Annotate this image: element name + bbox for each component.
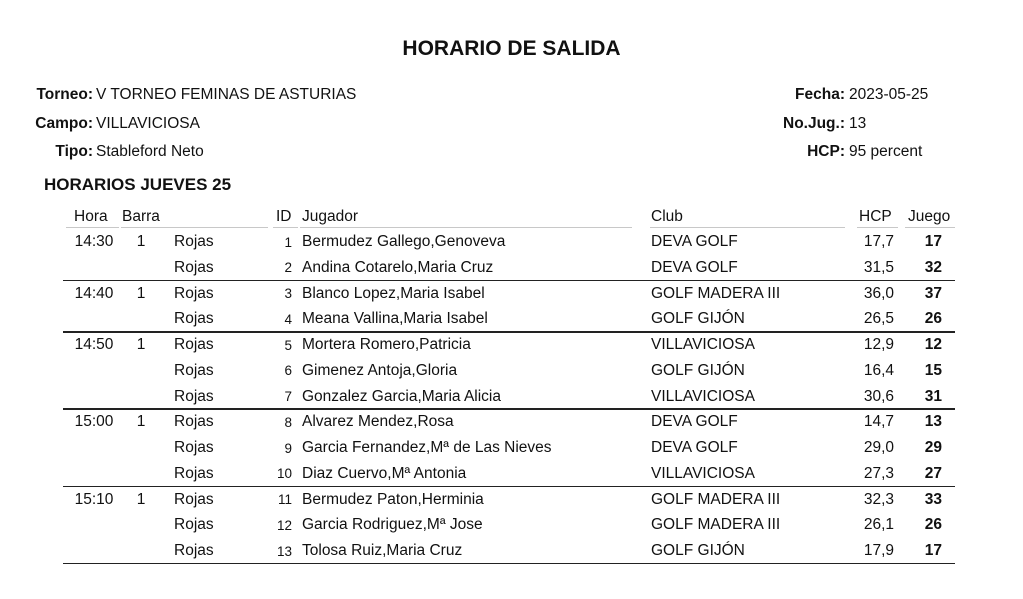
cell-juego: 17 bbox=[924, 233, 942, 250]
header-underline bbox=[121, 227, 268, 228]
cell-tee: Rojas bbox=[174, 516, 214, 534]
table-bottom-rule bbox=[63, 563, 955, 565]
group-separator bbox=[63, 408, 955, 410]
cell-juego: 32 bbox=[924, 258, 942, 276]
col-id: ID bbox=[276, 208, 292, 225]
cell-id: 4 bbox=[284, 311, 292, 327]
cell-jugador: Bermudez Paton,Herminia bbox=[302, 490, 484, 508]
cell-id: 11 bbox=[277, 492, 292, 507]
group-separator bbox=[63, 486, 955, 488]
cell-id: 13 bbox=[276, 543, 292, 559]
col-juego: Juego bbox=[908, 208, 951, 225]
header-underline bbox=[650, 227, 845, 228]
cell-hcp: 14,7 bbox=[863, 413, 894, 431]
cell-juego: 29 bbox=[924, 439, 942, 456]
cell-juego: 33 bbox=[924, 490, 942, 508]
cell-id: 6 bbox=[284, 363, 292, 379]
cell-id: 12 bbox=[276, 517, 292, 533]
cell-jugador: Bermudez Gallego,Genoveva bbox=[302, 233, 506, 250]
cell-barra: 1 bbox=[136, 413, 146, 431]
cell-hcp: 30,6 bbox=[863, 387, 894, 405]
cell-id: 9 bbox=[284, 440, 292, 456]
cell-hcp: 17,7 bbox=[863, 233, 894, 250]
col-jugador: Jugador bbox=[302, 208, 359, 225]
cell-jugador: Tolosa Ruiz,Maria Cruz bbox=[302, 542, 463, 559]
cell-jugador: Alvarez Mendez,Rosa bbox=[302, 413, 454, 431]
cell-club: GOLF MADERA III bbox=[651, 284, 781, 302]
header-underline bbox=[300, 227, 632, 228]
cell-barra: 1 bbox=[136, 490, 146, 508]
cell-tee: Rojas bbox=[174, 413, 214, 431]
cell-tee: Rojas bbox=[174, 464, 214, 482]
col-hora: Hora bbox=[74, 208, 108, 225]
cell-juego: 26 bbox=[924, 310, 942, 328]
group-separator bbox=[63, 331, 955, 333]
cell-barra: 1 bbox=[136, 336, 146, 353]
cell-tee: Rojas bbox=[174, 284, 214, 302]
tipo-value: Stableford Neto bbox=[96, 143, 204, 160]
cell-hcp: 16,4 bbox=[863, 361, 894, 379]
cell-club: GOLF MADERA III bbox=[651, 516, 781, 534]
cell-id: 1 bbox=[284, 234, 292, 250]
cell-jugador: Mortera Romero,Patricia bbox=[302, 336, 471, 353]
cell-barra: 1 bbox=[136, 284, 146, 302]
cell-id: 5 bbox=[284, 337, 292, 353]
cell-tee: Rojas bbox=[174, 310, 214, 328]
cell-juego: 15 bbox=[924, 361, 942, 379]
cell-juego: 37 bbox=[924, 284, 942, 302]
cell-club: GOLF GIJÓN bbox=[651, 310, 745, 328]
cell-tee: Rojas bbox=[174, 233, 214, 250]
cell-jugador: Blanco Lopez,Maria Isabel bbox=[302, 284, 485, 302]
cell-hora: 14:50 bbox=[74, 336, 114, 353]
cell-club: DEVA GOLF bbox=[651, 233, 738, 250]
cell-id: 3 bbox=[284, 286, 292, 301]
header-underline bbox=[66, 227, 119, 228]
cell-hcp: 32,3 bbox=[863, 490, 894, 508]
cell-club: GOLF GIJÓN bbox=[651, 542, 745, 559]
cell-tee: Rojas bbox=[174, 361, 214, 379]
cell-tee: Rojas bbox=[174, 542, 214, 559]
cell-jugador: Meana Vallina,Maria Isabel bbox=[302, 310, 488, 328]
cell-jugador: Andina Cotarelo,Maria Cruz bbox=[302, 258, 494, 276]
cell-jugador: Garcia Fernandez,Mª de Las Nieves bbox=[302, 439, 552, 456]
col-barra: Barra bbox=[122, 208, 160, 225]
nojug-label: No.Jug.: bbox=[783, 115, 845, 132]
cell-hora: 14:40 bbox=[74, 284, 114, 302]
cell-hora: 15:00 bbox=[74, 413, 114, 431]
cell-hora: 14:30 bbox=[74, 233, 114, 250]
campo-label: Campo: bbox=[35, 115, 93, 132]
cell-tee: Rojas bbox=[174, 258, 214, 276]
hcp-label: HCP: bbox=[807, 143, 845, 160]
cell-id: 7 bbox=[284, 389, 292, 404]
nojug-value: 13 bbox=[849, 115, 867, 132]
page-title: HORARIO DE SALIDA bbox=[402, 37, 621, 60]
campo-value: VILLAVICIOSA bbox=[96, 115, 200, 132]
cell-tee: Rojas bbox=[174, 336, 214, 353]
cell-id: 10 bbox=[276, 466, 292, 482]
torneo-value: V TORNEO FEMINAS DE ASTURIAS bbox=[96, 86, 357, 103]
cell-tee: Rojas bbox=[174, 387, 214, 405]
cell-juego: 26 bbox=[924, 516, 942, 534]
cell-hcp: 27,3 bbox=[863, 464, 894, 482]
cell-club: DEVA GOLF bbox=[651, 258, 738, 276]
torneo-label: Torneo: bbox=[36, 86, 93, 103]
cell-hcp: 17,9 bbox=[863, 542, 894, 559]
cell-jugador: Garcia Rodriguez,Mª Jose bbox=[302, 516, 483, 534]
cell-club: VILLAVICIOSA bbox=[651, 464, 755, 482]
cell-barra: 1 bbox=[136, 233, 146, 250]
header-underline bbox=[857, 227, 898, 228]
cell-hcp: 26,5 bbox=[863, 310, 894, 328]
col-club: Club bbox=[651, 208, 683, 225]
cell-tee: Rojas bbox=[174, 490, 214, 508]
cell-club: GOLF GIJÓN bbox=[651, 361, 745, 379]
hcp-value: 95 percent bbox=[849, 143, 923, 160]
header-underline bbox=[273, 227, 298, 228]
fecha-value: 2023-05-25 bbox=[849, 86, 929, 103]
cell-juego: 31 bbox=[924, 387, 942, 405]
group-separator bbox=[63, 280, 955, 282]
cell-hora: 15:10 bbox=[74, 490, 114, 508]
cell-jugador: Gonzalez Garcia,Maria Alicia bbox=[302, 387, 501, 405]
cell-id: 2 bbox=[284, 260, 292, 276]
cell-club: GOLF MADERA III bbox=[651, 490, 781, 508]
cell-hcp: 12,9 bbox=[863, 336, 894, 353]
cell-club: VILLAVICIOSA bbox=[651, 387, 755, 405]
header-underline bbox=[905, 227, 955, 228]
cell-hcp: 31,5 bbox=[863, 258, 894, 276]
cell-club: DEVA GOLF bbox=[651, 439, 738, 456]
cell-jugador: Gimenez Antoja,Gloria bbox=[302, 361, 458, 379]
cell-hcp: 36,0 bbox=[863, 284, 894, 302]
cell-juego: 12 bbox=[924, 336, 942, 353]
cell-club: VILLAVICIOSA bbox=[651, 336, 755, 353]
cell-hcp: 26,1 bbox=[863, 516, 894, 534]
section-title: HORARIOS JUEVES 25 bbox=[44, 175, 232, 194]
cell-juego: 17 bbox=[924, 542, 942, 559]
cell-id: 8 bbox=[284, 414, 292, 430]
cell-juego: 13 bbox=[924, 413, 942, 431]
cell-jugador: Diaz Cuervo,Mª Antonia bbox=[302, 464, 467, 482]
cell-hcp: 29,0 bbox=[863, 439, 894, 456]
fecha-label: Fecha: bbox=[795, 86, 845, 103]
col-hcp: HCP bbox=[859, 208, 892, 225]
cell-club: DEVA GOLF bbox=[651, 413, 738, 431]
cell-tee: Rojas bbox=[174, 439, 214, 456]
tipo-label: Tipo: bbox=[55, 143, 93, 160]
cell-juego: 27 bbox=[924, 464, 942, 482]
